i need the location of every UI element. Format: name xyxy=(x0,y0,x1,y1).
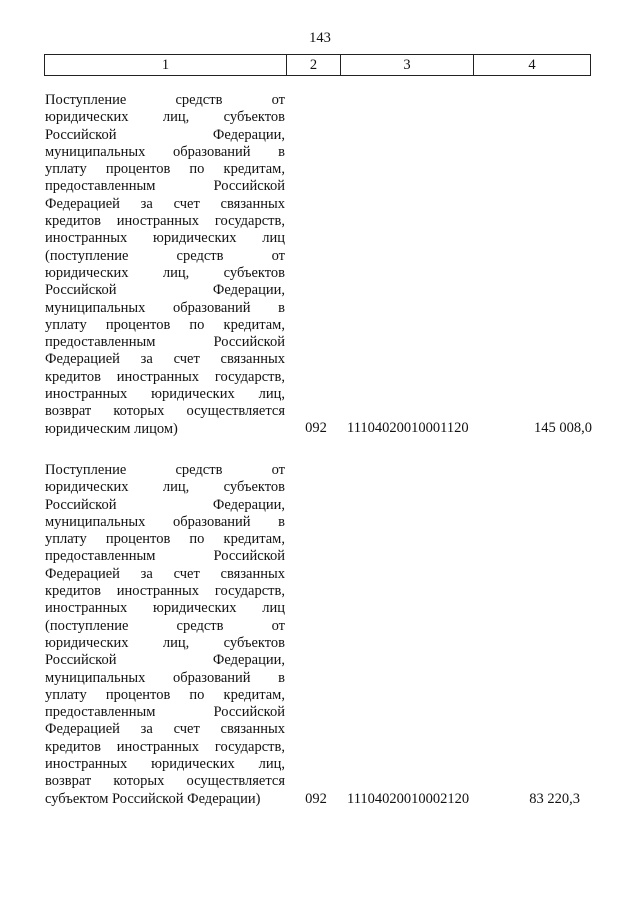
description-line: субъектом Российской Федерации) xyxy=(45,790,261,807)
column-header-3: 3 xyxy=(341,55,474,76)
description-line: Российской Федерации, xyxy=(45,126,285,143)
row-kbk-code: 11104020010002120 xyxy=(347,791,470,807)
description-line: (поступление средств от xyxy=(45,617,285,634)
description-line: Федерацией за счет связанных xyxy=(45,565,285,582)
column-header-4: 4 xyxy=(474,55,591,76)
description-line: юридическим лицом) xyxy=(45,420,178,437)
description-line: юридических лиц, субъектов xyxy=(45,264,285,281)
description-line: Федерацией за счет связанных xyxy=(45,721,285,738)
row-admin-code: 092 xyxy=(305,420,327,436)
column-header-row xyxy=(45,55,591,76)
description-line: юридических лиц, субъектов xyxy=(45,109,285,126)
description-line: Федерацией за счет связанных xyxy=(45,351,285,368)
description-line: Поступление средств от xyxy=(45,462,285,478)
description-line: кредитов иностранных государств, xyxy=(45,213,285,230)
description-line: (поступление средств от xyxy=(45,247,285,264)
description-line: Российской Федерации, xyxy=(45,652,285,669)
description-line: иностранных юридических лиц xyxy=(45,230,285,247)
description-line: муниципальных образований в xyxy=(45,669,285,686)
description-line: иностранных юридических лиц, xyxy=(45,386,285,403)
description-line: предоставленным Российской xyxy=(45,178,285,195)
row-amount: 83 220,3 xyxy=(529,791,580,807)
description-line: уплату процентов по кредитам, xyxy=(45,531,285,548)
description-line: предоставленным Российской xyxy=(45,548,285,565)
row-admin-code: 092 xyxy=(305,791,327,807)
description-line: уплату процентов по кредитам, xyxy=(45,686,285,703)
description-line: уплату процентов по кредитам, xyxy=(45,316,285,333)
description-line: иностранных юридических лиц, xyxy=(45,756,285,773)
row-description xyxy=(45,92,285,438)
description-line: муниципальных образований в xyxy=(45,143,285,160)
description-line: юридических лиц, субъектов xyxy=(45,634,285,651)
description-line: иностранных юридических лиц xyxy=(45,600,285,617)
description-line: Поступление средств от xyxy=(45,92,285,108)
description-line: уплату процентов по кредитам, xyxy=(45,161,285,178)
description-line: предоставленным Российской xyxy=(45,704,285,721)
description-line: Российской Федерации, xyxy=(45,496,285,513)
description-line: юридических лиц, субъектов xyxy=(45,479,285,496)
row-amount: 145 008,0 xyxy=(534,420,592,436)
description-line: кредитов иностранных государств, xyxy=(45,738,285,755)
description-line: возврат которых осуществляется xyxy=(45,773,285,790)
description-line: кредитов иностранных государств, xyxy=(45,368,285,385)
column-header-2: 2 xyxy=(287,55,341,76)
row-description xyxy=(45,462,285,808)
column-header-table xyxy=(44,54,591,76)
description-line: муниципальных образований в xyxy=(45,513,285,530)
description-line: возврат которых осуществляется xyxy=(45,403,285,420)
column-header-1: 1 xyxy=(45,55,287,76)
description-line: предоставленным Российской xyxy=(45,334,285,351)
description-line: Российской Федерации, xyxy=(45,282,285,299)
page-number: 143 xyxy=(309,30,331,46)
row-kbk-code: 11104020010001120 xyxy=(347,420,469,436)
description-line: муниципальных образований в xyxy=(45,299,285,316)
description-line: Федерацией за счет связанных xyxy=(45,195,285,212)
description-line: кредитов иностранных государств, xyxy=(45,583,285,600)
